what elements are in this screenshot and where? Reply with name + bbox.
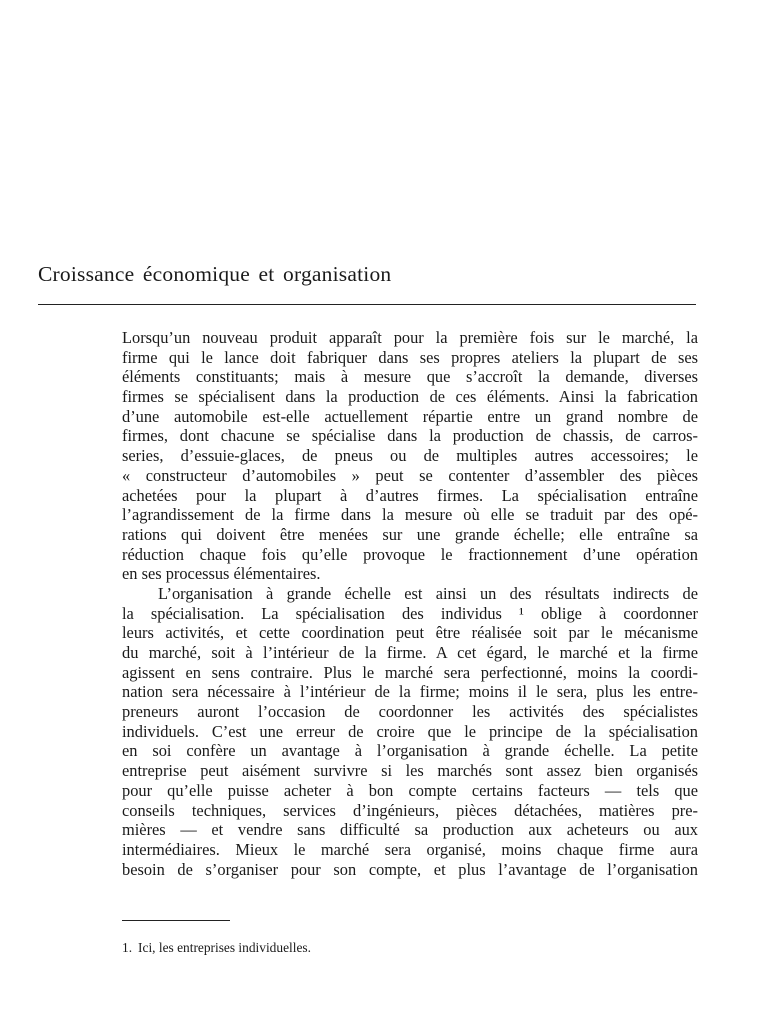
text-line: L’organisation à grande échelle est ainsi un des résultats indirects de: [158, 583, 698, 603]
text-line: d’une automobile est-elle actuellement répartie entre un grand nombre de: [122, 406, 698, 426]
text-line: conseils techniques, services d’ingénieurs, pièces détachées, matières pre-: [122, 800, 698, 820]
text-line: mières — et vendre sans difficulté sa production aux acheteurs ou aux: [122, 820, 698, 840]
body-text: [122, 328, 698, 879]
text-line: firmes se spécialisent dans la production de ces éléments. Ainsi la fabrication: [122, 387, 698, 407]
text-line: éléments constituants; mais à mesure que s’accroît la demande, diverses: [122, 367, 698, 387]
text-line: achetées pour la plupart à d’autres firmes. La spécialisation entraîne: [122, 485, 698, 505]
title-rule: [38, 304, 696, 305]
text-line: leurs activités, et cette coordination peut être réalisée soit par le mécanisme: [122, 623, 698, 643]
text-line: en soi confère un avantage à l’organisation à grande échelle. La petite: [122, 741, 698, 761]
text-line: series, d’essuie-glaces, de pneus ou de multiples autres accessoires; le: [122, 446, 698, 466]
text-line: l’agrandissement de la firme dans la mesure où elle se traduit par des opé-: [122, 505, 698, 525]
running-title: Croissance économique et organisation: [38, 262, 392, 286]
text-line: du marché, soit à l’intérieur de la firme. A cet égard, le marché et la firme: [122, 643, 698, 662]
text-line: besoin de s’organiser pour son compte, et plus l’avantage de l’organisation: [122, 859, 698, 879]
text-line: réduction chaque fois qu’elle provoque le fractionnement d’une opération: [122, 544, 698, 564]
text-line: preneurs auront l’occasion de coordonner les activités des spécialistes: [122, 702, 698, 722]
text-line: Lorsqu’un nouveau produit apparaît pour la première fois sur le marché, la: [122, 328, 698, 347]
text-line: agissent en sens contraire. Plus le marché sera perfectionné, moins la coordi-: [122, 662, 698, 682]
text-line: en ses processus élémentaires.: [122, 564, 321, 584]
text-line: la spécialisation. La spécialisation des individus ¹ oblige à coordonner: [122, 603, 698, 623]
text-line: individuels. C’est une erreur de croire que le principe de la spécialisation: [122, 721, 698, 741]
text-line: nation sera nécessaire à l’intérieur de la firme; moins il le sera, plus les entre-: [122, 682, 698, 702]
text-line: rations qui doivent être menées sur une grande échelle; elle entraîne sa: [122, 524, 698, 544]
footnote: [122, 940, 311, 956]
footnote-number: 1.: [122, 940, 133, 955]
footnote-rule: [122, 920, 230, 921]
text-line: pour qu’elle puisse acheter à bon compte certains facteurs — tels que: [122, 780, 698, 800]
text-line: firme qui le lance doit fabriquer dans ses propres ateliers la plupart de ses: [122, 347, 698, 367]
text-line: intermédiaires. Mieux le marché sera organisé, moins chaque firme aura: [122, 839, 698, 859]
text-line: firmes, dont chacune se spécialise dans la production de chassis, de carros-: [122, 426, 698, 446]
text-line: « constructeur d’automobiles » peut se contenter d’assembler des pièces: [122, 465, 698, 485]
text-line: entreprise peut aisément survivre si les marchés sont assez bien organisés: [122, 761, 698, 781]
footnote-text: Ici, les entreprises individuelles.: [138, 940, 311, 955]
